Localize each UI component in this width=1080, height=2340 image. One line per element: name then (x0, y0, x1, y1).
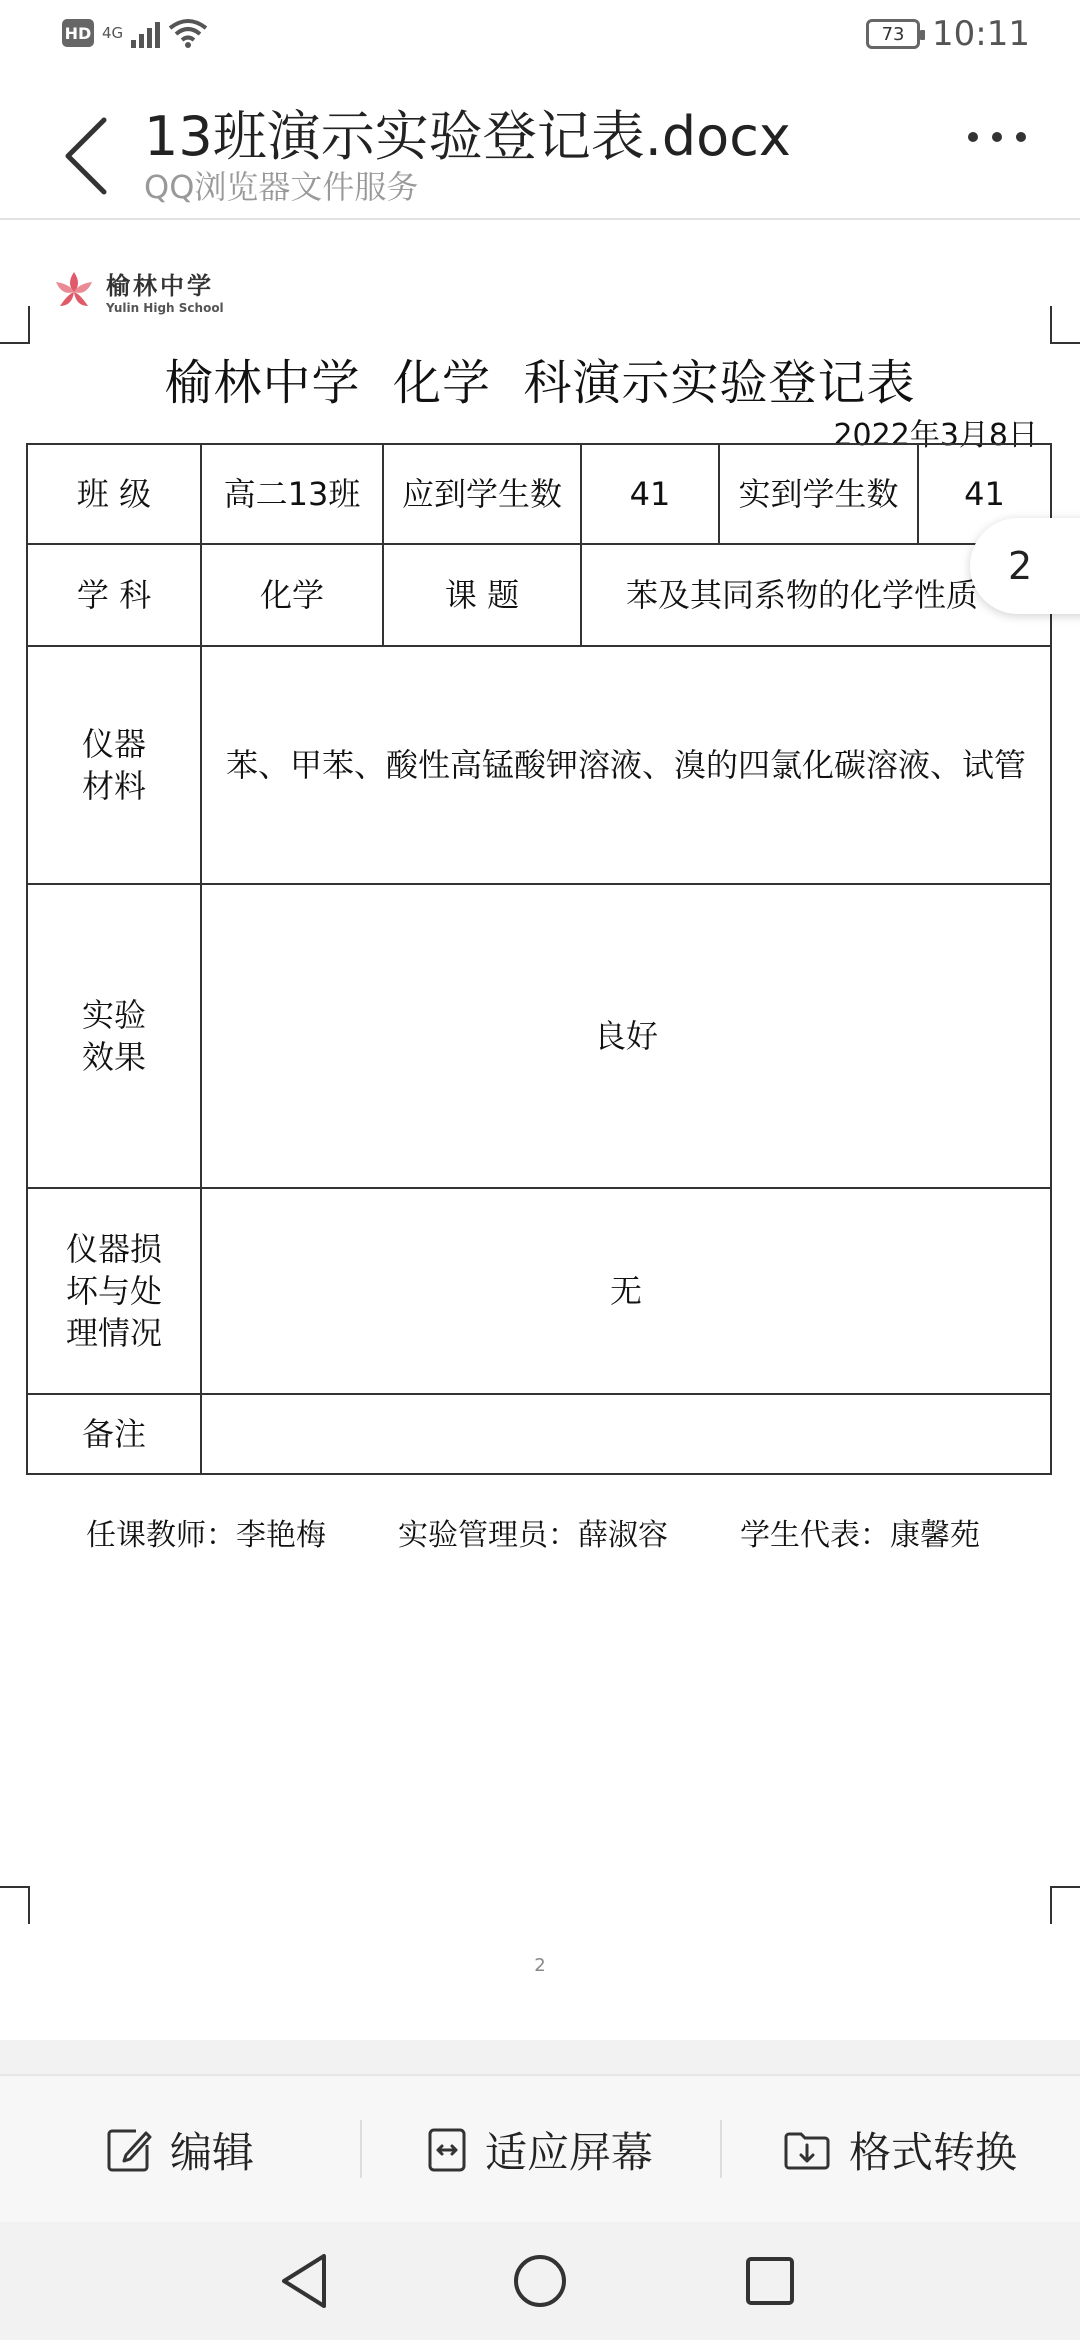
logo-text-cn: 榆林中学 (106, 271, 214, 300)
damage-value: 无 (201, 1188, 1051, 1394)
materials-label: 仪器材料 (27, 646, 201, 884)
crop-mark (1050, 306, 1080, 344)
subject-label: 学 科 (27, 544, 201, 646)
topic-label: 课 题 (383, 544, 581, 646)
table-row (27, 1394, 1051, 1474)
fit-screen-button[interactable] (360, 2076, 720, 2224)
teacher-signoff: 任课教师：李艳梅 (86, 1518, 326, 1553)
battery-level: 73 (881, 23, 905, 45)
folder-download-icon (783, 2129, 831, 2171)
class-value: 高二13班 (201, 444, 383, 544)
edit-icon (106, 2127, 152, 2173)
expected-label: 应到学生数 (383, 444, 581, 544)
manager-signoff: 实验管理员：薛淑容 (398, 1518, 668, 1553)
damage-label: 仪器损坏与处理情况 (27, 1188, 201, 1394)
system-nav-bar (0, 2222, 1080, 2340)
nav-back-icon[interactable] (272, 2246, 342, 2316)
topic-value: 苯及其同系物的化学性质 (581, 544, 1051, 646)
status-right (866, 14, 1030, 54)
table-row (27, 646, 1051, 884)
network-type: 4G (102, 24, 124, 42)
edit-label: 编辑 (169, 2128, 254, 2177)
form-date: 2022年3月8日 (833, 418, 1038, 453)
fit-screen-icon (427, 2127, 467, 2173)
page-indicator[interactable]: 2 (970, 518, 1080, 614)
subject-value: 化学 (201, 544, 383, 646)
materials-value: 苯、甲苯、酸性高锰酸钾溶液、溴的四氯化碳溶液、试管 (201, 646, 1051, 884)
crop-mark (0, 306, 30, 344)
actual-value: 41 (918, 444, 1051, 544)
logo-text-en: Yulin High School (106, 301, 224, 315)
class-label: 班 级 (27, 444, 201, 544)
school-logo (50, 266, 224, 315)
document-title: 13班演示实验登记表.docx (144, 105, 791, 168)
form-heading: 榆林中学 化学 科演示实验登记表 (164, 355, 916, 411)
format-convert-button[interactable] (720, 2076, 1080, 2224)
table-row (27, 444, 1051, 544)
effect-value: 良好 (201, 884, 1051, 1188)
bottom-toolbar (0, 2074, 1080, 2224)
app-header (0, 76, 1080, 220)
wifi-icon (168, 18, 208, 48)
edit-button[interactable] (0, 2076, 360, 2224)
page-separator (0, 2040, 1080, 2074)
notes-value (201, 1394, 1051, 1474)
crop-mark (1050, 1886, 1080, 1924)
signoff-line (86, 1510, 980, 1554)
clock: 10:11 (932, 14, 1030, 54)
crop-mark (0, 1886, 30, 1924)
battery-icon (866, 19, 920, 49)
document-page (0, 220, 1080, 2040)
back-arrow-icon[interactable] (60, 114, 120, 198)
page-number: 2 (534, 1955, 546, 1976)
registration-table (26, 443, 1052, 1475)
hd-badge: HD (62, 19, 94, 47)
nav-home-icon[interactable] (505, 2246, 575, 2316)
document-subtitle: QQ浏览器文件服务 (144, 168, 419, 206)
school-emblem-icon (50, 268, 98, 314)
status-left (62, 18, 208, 48)
signal-icon (131, 18, 160, 48)
nav-recents-icon[interactable] (735, 2246, 805, 2316)
format-convert-label: 格式转换 (848, 2128, 1017, 2177)
table-row (27, 544, 1051, 646)
fit-screen-label: 适应屏幕 (484, 2128, 653, 2177)
more-options-icon[interactable] (968, 132, 1026, 142)
actual-label: 实到学生数 (719, 444, 918, 544)
status-bar (0, 0, 1080, 76)
student-signoff: 学生代表：康馨苑 (740, 1518, 980, 1553)
table-row (27, 1188, 1051, 1394)
expected-value: 41 (581, 444, 719, 544)
table-row (27, 884, 1051, 1188)
notes-label: 备注 (27, 1394, 201, 1474)
effect-label: 实验效果 (27, 884, 201, 1188)
